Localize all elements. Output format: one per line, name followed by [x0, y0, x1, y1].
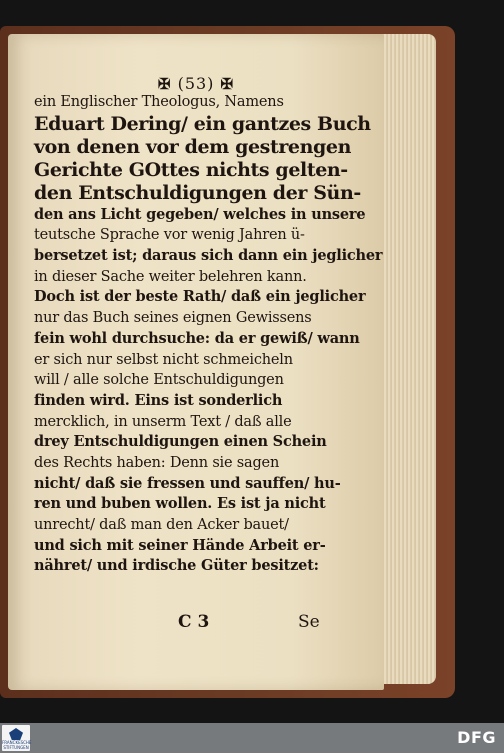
- text-line: nähret/ und irdische Güter besitzet:: [34, 557, 319, 575]
- text-line: den Entschuldigungen der Sün-: [34, 181, 361, 204]
- text-line: nicht/ daß sie fressen und sauffen/ hu-: [34, 474, 341, 492]
- text-line: mercklich, in unserm Text / daß alle: [34, 413, 292, 430]
- page-number: (53): [177, 74, 215, 93]
- ornament-left-icon: ✠: [157, 75, 172, 93]
- text-line: bersetzet ist; daraus sich dann ein jeglicher: [34, 247, 383, 265]
- signature-mark: C 3: [178, 612, 210, 632]
- catchword: Se: [298, 612, 320, 632]
- page-header: [8, 74, 384, 93]
- text-line: von denen vor dem gestrengen: [34, 135, 352, 158]
- footer-bar: [0, 723, 504, 753]
- text-line: ein Englischer Theologus, Namens: [34, 94, 284, 110]
- text-line: Eduart Dering/ ein gantzes Buch: [34, 112, 371, 135]
- logo-text: FRANCKESCHE STIFTUNGEN: [2, 740, 32, 750]
- text-line: den ans Licht gegeben/ welches in unsere: [34, 205, 366, 223]
- dfg-brand: DFG: [457, 728, 496, 747]
- text-line: und sich mit seiner Hände Arbeit er-: [34, 536, 326, 554]
- text-line: teutsche Sprache vor wenig Jahren ü-: [34, 227, 305, 244]
- text-line: ren und buben wollen. Es ist ja nicht: [34, 495, 326, 513]
- ornament-right-icon: ✠: [220, 75, 235, 93]
- text-line: will / alle solche Entschuldigungen: [34, 372, 284, 389]
- logo-emblem-icon: [9, 728, 23, 740]
- institution-logo: [2, 725, 30, 751]
- page-text: [34, 92, 383, 577]
- text-line: in dieser Sache weiter belehren kann.: [34, 268, 307, 285]
- text-line: Doch ist der beste Rath/ daß ein jeglicher: [34, 288, 366, 306]
- text-line: Gerichte GOttes nichts gelten-: [34, 158, 348, 181]
- text-line: unrecht/ daß man den Acker bauet/: [34, 517, 289, 533]
- text-line: finden wird. Eins ist sonderlich: [34, 391, 283, 409]
- text-line: fein wohl durchsuche: da er gewiß/ wann: [34, 329, 360, 347]
- text-line: drey Entschuldigungen einen Schein: [34, 433, 327, 451]
- text-line: des Rechts haben: Denn sie sagen: [34, 454, 280, 471]
- text-line: nur das Buch seines eignen Gewissens: [34, 310, 312, 327]
- text-line: er sich nur selbst nicht schmeicheln: [34, 351, 293, 368]
- book-page: [8, 34, 384, 690]
